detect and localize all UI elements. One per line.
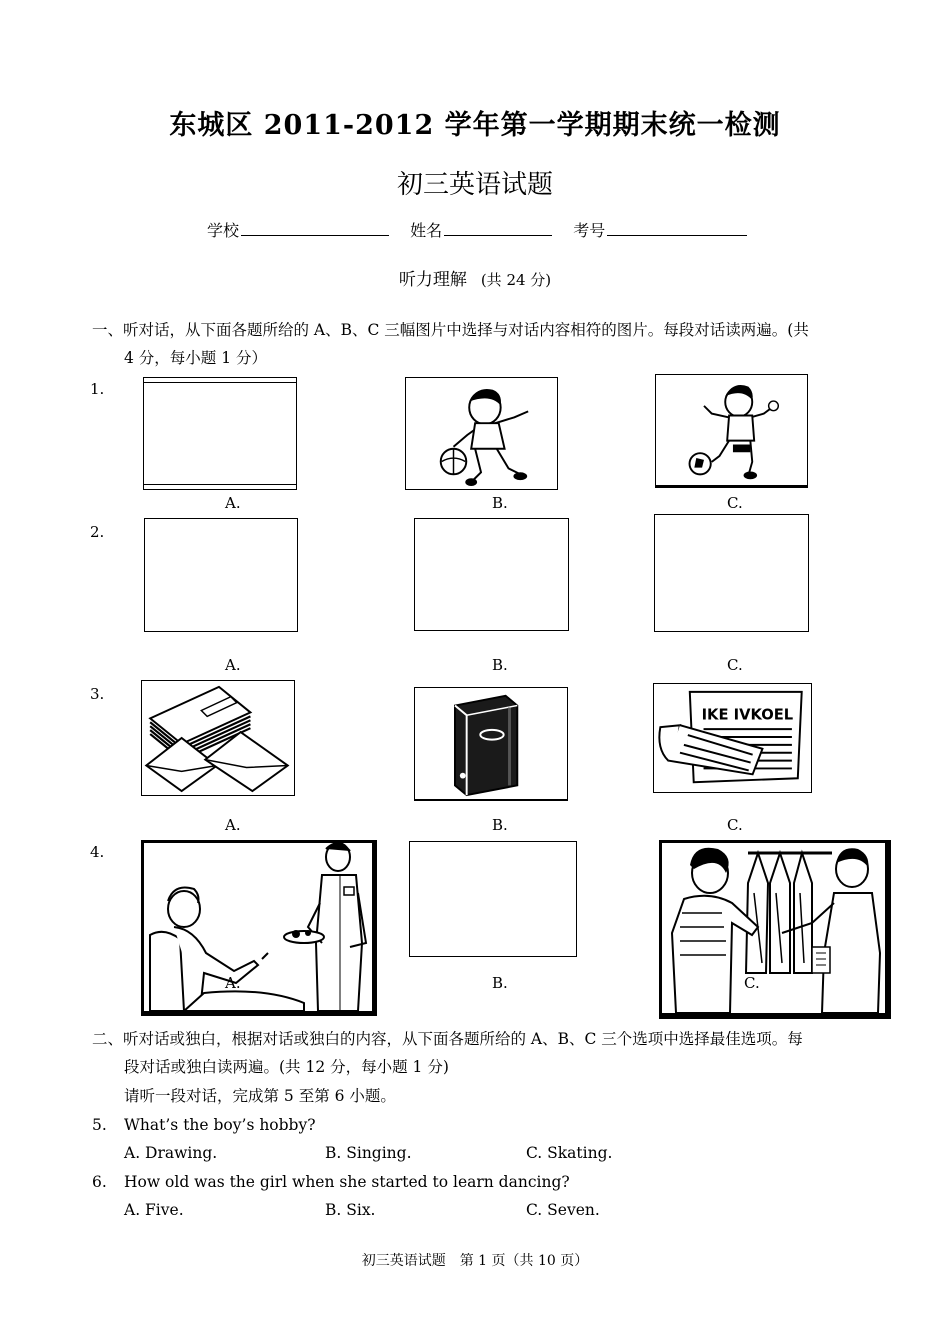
q6-option-c[interactable]: C. Seven. (526, 1201, 600, 1219)
q4-label-b: B. (492, 974, 508, 992)
q5-option-a[interactable]: A. Drawing. (124, 1144, 218, 1162)
q4-label-c: C. (744, 974, 760, 992)
q2-option-b-image[interactable] (414, 518, 569, 631)
book-icon (415, 688, 567, 799)
q2-option-a-image[interactable] (144, 518, 298, 632)
school-label: 学校 (207, 221, 240, 240)
question-number: 1. (90, 380, 105, 398)
id-label: 考号 (573, 221, 606, 240)
school-blank[interactable] (241, 219, 389, 236)
q6-option-a[interactable]: A. Five. (124, 1201, 184, 1219)
q1-label-a: A. (225, 494, 241, 512)
q1-label-b: B. (492, 494, 508, 512)
part2-instruction-1: 二、听对话或独白，根据对话或独白的内容，从下面各题所给的 A、B、C 三个选项中选择最佳选项。每 (92, 1030, 803, 1048)
q1-option-a-image[interactable] (143, 377, 297, 490)
q2-label-a: A. (225, 656, 241, 674)
exam-subtitle: 初三英语试题 (396, 170, 553, 200)
envelopes-icon (142, 681, 294, 795)
part1-instruction-2: 4 分，每小题 1 分） (124, 349, 268, 367)
q3-label-c: C. (727, 816, 743, 834)
q6-option-b[interactable]: B. Six. (325, 1201, 376, 1219)
student-info-line (207, 218, 763, 241)
boy-basketball-icon (406, 378, 557, 489)
listening-section-title (0, 265, 950, 290)
q4-label-a: A. (225, 974, 241, 992)
q5-text: What’s the boy’s hobby? (124, 1116, 316, 1134)
question-number: 5. (92, 1116, 107, 1134)
q5-option-c[interactable]: C. Skating. (526, 1144, 613, 1162)
newspaper-icon (654, 684, 811, 792)
q5-option-b[interactable]: B. Singing. (325, 1144, 412, 1162)
q1-option-c-image[interactable] (655, 374, 808, 488)
exam-title: 东城区 2011-2012 学年第一学期期末统一检测 (169, 110, 781, 141)
q6-text: How old was the girl when she started to learn dancing? (124, 1173, 570, 1191)
q2-label-c: C. (727, 656, 743, 674)
q3-option-a-image[interactable] (141, 680, 295, 796)
part1-instruction-1: 一、听对话，从下面各题所给的 A、B、C 三幅图片中选择与对话内容相符的图片。每段对话读两遍。(共 (92, 321, 809, 339)
name-blank[interactable] (444, 219, 552, 236)
q4-option-c-image[interactable] (659, 840, 891, 1019)
svg-text:IKE IVKOEL: IKE IVKOEL (701, 706, 794, 724)
q2-label-b: B. (492, 656, 508, 674)
q3-option-c-image[interactable] (653, 683, 812, 793)
q3-label-a: A. (225, 816, 241, 834)
name-label: 姓名 (410, 221, 443, 240)
question-number: 3. (90, 685, 105, 703)
q1-label-c: C. (727, 494, 743, 512)
q4-option-a-image[interactable] (141, 840, 377, 1016)
clothes-shop-icon (662, 843, 885, 1013)
listening-title: 听力理解 (398, 270, 467, 290)
question-number: 4. (90, 843, 105, 861)
id-blank[interactable] (607, 219, 747, 236)
part2-instruction-2: 段对话或独白读两遍。(共 12 分，每小题 1 分) (124, 1058, 449, 1076)
page-footer: 初三英语试题 第 1 页（共 10 页） (361, 1253, 589, 1269)
question-number: 6. (92, 1173, 107, 1191)
boy-football-icon (656, 375, 807, 485)
q1-option-b-image[interactable] (405, 377, 558, 490)
q2-option-c-image[interactable] (654, 514, 809, 632)
q4-option-b-image[interactable] (409, 841, 577, 957)
listening-points: (共 24 分) (480, 271, 552, 289)
nurse-patient-icon (144, 843, 372, 1011)
q3-label-b: B. (492, 816, 508, 834)
part2-intro: 请听一段对话，完成第 5 至第 6 小题。 (124, 1087, 396, 1105)
q3-option-b-image[interactable] (414, 687, 568, 801)
question-number: 2. (90, 523, 105, 541)
